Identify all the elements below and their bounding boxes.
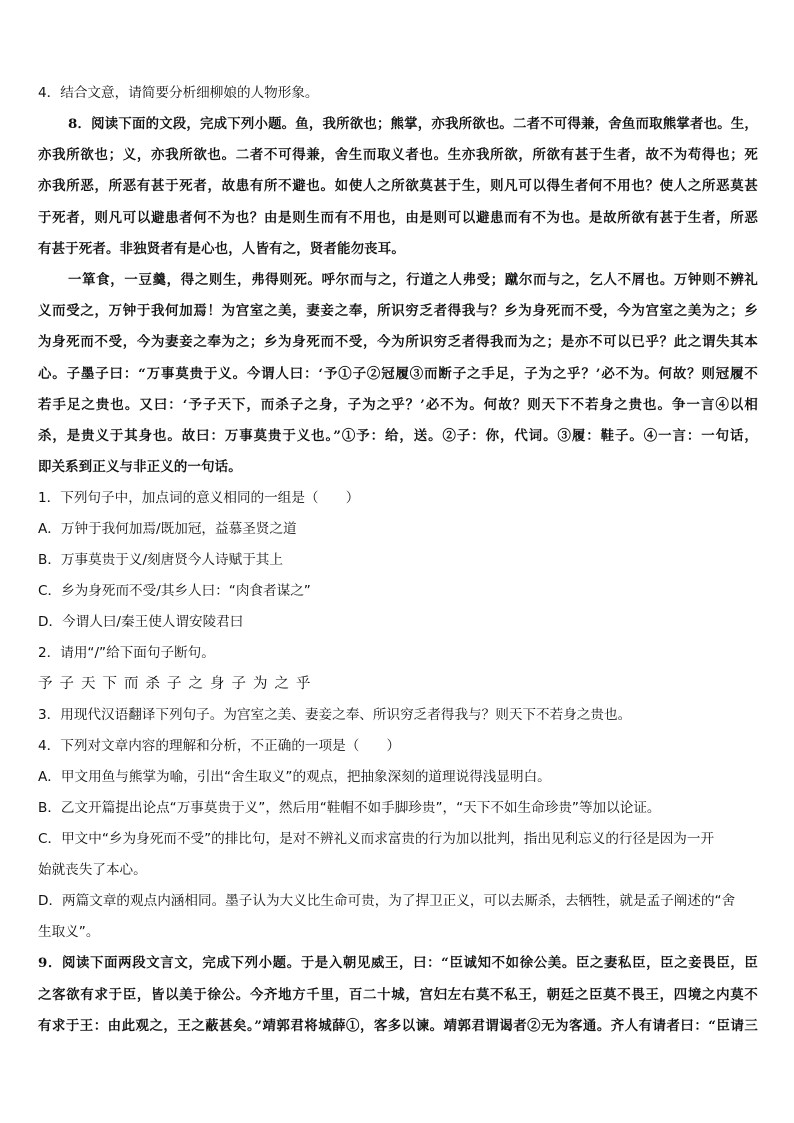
subquestion-4: 4．下列对文章内容的理解和分析，不正确的一项是（ ） [38, 738, 401, 755]
subquestion-1: 1．下列句子中，加点词的意义相同的一组是（ ） [38, 490, 360, 507]
option-a: A．万钟于我何加焉/既加冠，益慕圣贤之道 [38, 521, 297, 538]
passage-line: 一箪食，一豆羹，得之则生，弗得则死。呼尔而与之，行道之人弗受；蹴尔而与之，乞人不屑也。万钟则不辨礼 [68, 272, 758, 289]
question-8-passage-yi [38, 265, 758, 483]
passage-line: 亦我所欲也；义，亦我所欲也。二者不可得兼，舍生而取义者也。生亦我所欲，所欲有甚于生者，故不为苟得也；死 [38, 147, 758, 164]
option-b: B．万事莫贵于义/刻唐贤今人诗赋于其上 [38, 552, 283, 569]
option-c-continued: 始就丧失了本心。 [38, 862, 147, 879]
question-8-subquestions [38, 483, 758, 948]
question-4-prompt: 4．结合文意，请简要分析细柳娘的人物形象。 [38, 85, 319, 101]
option-d-continued: 生取义”。 [38, 924, 100, 941]
question-9-passage [38, 948, 758, 1042]
passage-line: 若手足之贵也。又曰：‘予子天下，而杀子之身，子为之乎？’必不为。何故？则天下不若身之贵也。争一言④以相 [38, 396, 758, 413]
passage-line: 之客欲有求于臣，皆以美于徐公。今齐地方千里，百二十城，宫妇左右莫不私王，朝廷之臣莫不畏王，四境之内莫不 [38, 986, 758, 1003]
option-d: D．两篇文章的观点内涵相同。墨子认为大义比生命可贵，为了捍卫正义，可以去厮杀，去牺牲，就是孟子阐述的“舍 [38, 893, 736, 910]
passage-line: 即关系到正义与非正义的一句话。 [38, 459, 242, 476]
passage-line: 义而受之，万钟于我何加焉！为宫室之美，妻妾之奉，所识穷乏者得我与？乡为身死而不受，今为宫室之美为之；乡 [38, 303, 758, 320]
option-a: A．甲文用鱼与熊掌为喻，引出“舍生取义”的观点，把抽象深刻的道理说得浅显明白。 [38, 769, 551, 786]
option-c: C．甲文中“乡为身死而不受”的排比句，是对不辨礼义而求富贵的行为加以批判，指出见利忘义的行径是因为一开 [38, 831, 715, 848]
passage-line: 亦我所恶，所恶有甚于死者，故患有所不避也。如使人之所欲莫甚于生，则凡可以得生者何不用也？使人之所恶莫甚 [38, 178, 758, 195]
passage-line: 为身死而不受，今为妻妾之奉为之；乡为身死而不受，今为所识穷乏者得我而为之；是亦不可以已乎？此之谓失其本 [38, 334, 758, 351]
passage-line: 有甚于死者。非独贤者有是心也，人皆有之，贤者能勿丧耳。 [38, 240, 405, 257]
passage-line: 有求于王：由此观之，王之蔽甚矣。”靖郭君将城薛①，客多以谏。靖郭君谓谒者②无为客通。齐人有请者曰：“臣请三 [38, 1017, 758, 1034]
option-b: B．乙文开篇提出论点“万事莫贵于义”，然后用“鞋帽不如手脚珍贵”，“天下不如生命珍贵”等加以论证。 [38, 800, 661, 817]
passage-line: 8．阅读下面的文段，完成下列小题。鱼，我所欲也；熊掌，亦我所欲也。二者不可得兼，舍鱼而取熊掌者也。生， [68, 116, 758, 132]
document-page [38, 78, 758, 1042]
option-d: D．今谓人曰/秦王使人谓安陵君曰 [38, 614, 244, 631]
sentence-to-punctuate: 予子天下而杀子之身子为之乎 [38, 676, 318, 693]
option-c: C．乡为身死而不受/其乡人曰：“肉食者谋之” [38, 583, 311, 600]
passage-line: 于死者，则凡可以避患者何不为也？由是则生而有不用也，由是则可以避患而有不为也。是故所欲有甚于生者，所恶 [38, 209, 758, 226]
passage-line: 杀，是贵义于其身也。故曰：万事莫贵于义也。”①予：给，送。②子：你，代词。③履：鞋子。④一言：一句话， [38, 428, 758, 445]
question-8-passage-jia [38, 109, 758, 265]
subquestion-2: 2．请用“/”给下面句子断句。 [38, 645, 215, 662]
passage-line: 9．阅读下面两段文言文，完成下列小题。于是入朝见威王，曰：“臣诚知不如徐公美。臣之妻私臣，臣之妾畏臣，臣 [38, 955, 758, 972]
passage-line: 心。子墨子曰：“万事莫贵于义。今谓人曰：‘予①子②冠履③而断子之手足，子为之乎？’必不为。何故？则冠履不 [38, 365, 758, 382]
subquestion-3: 3．用现代汉语翻译下列句子。为宫室之美、妻妾之奉、所识穷乏者得我与？则天下不若身之贵也。 [38, 707, 632, 724]
